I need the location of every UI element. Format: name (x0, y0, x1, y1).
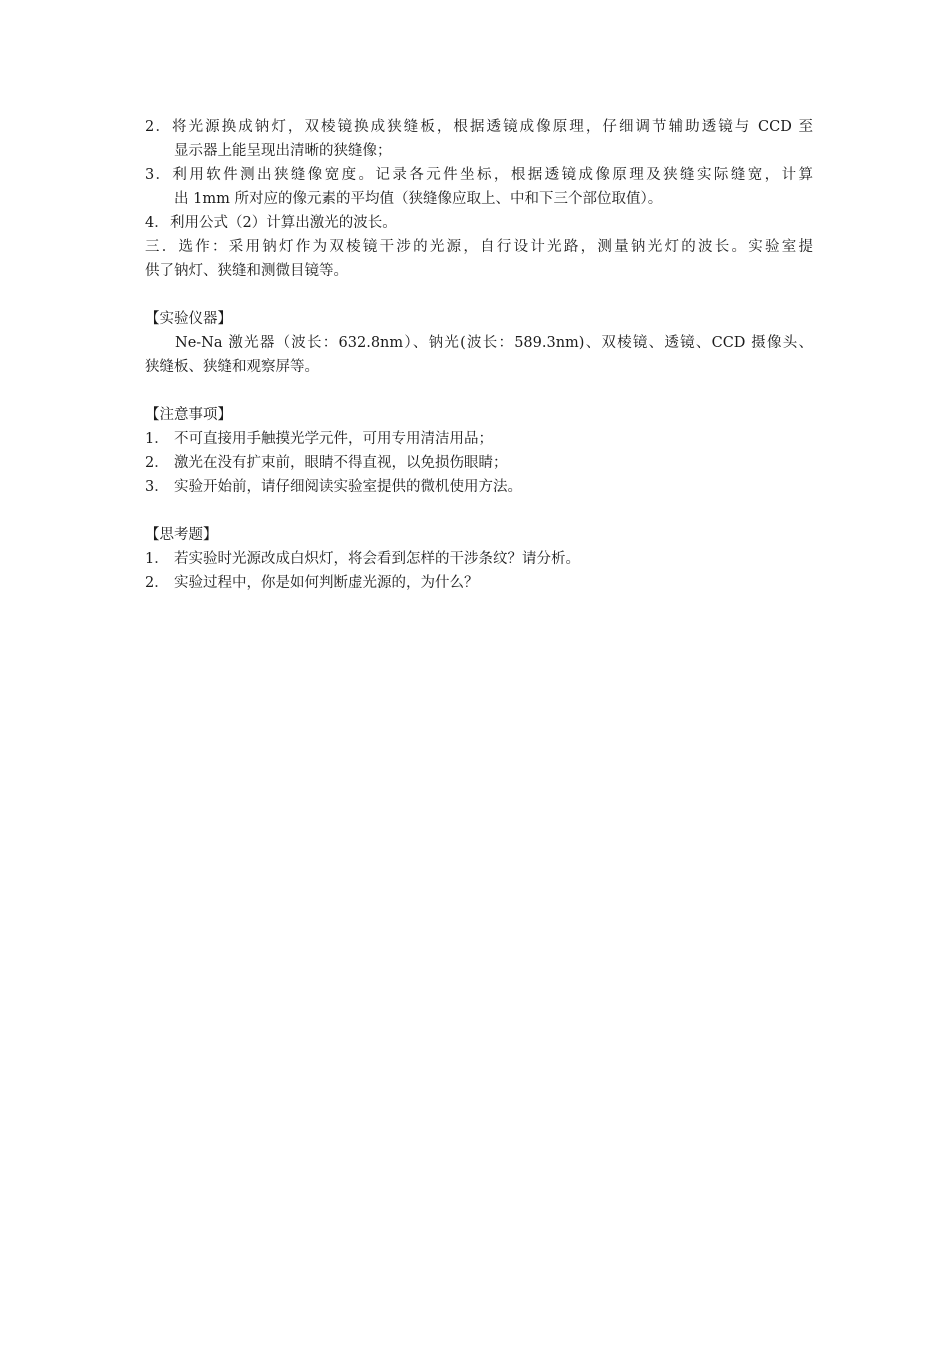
notes-item-number: 2． (145, 455, 169, 471)
step-number: 2． (145, 119, 170, 135)
step-item-2-line-2: 显示器上能呈现出清晰的狭缝像； (174, 143, 392, 159)
notes-item-text: 激光在没有扩束前，眼睛不得直视，以免损伤眼睛； (174, 455, 508, 471)
optional-task-line-1: 三．选作：采用钠灯作为双棱镜干涉的光源，自行设计光路，测量钠光灯的波长。实验室提 (145, 239, 813, 255)
step-item-3-line-1 (145, 163, 813, 187)
question-item-number: 1． (145, 551, 169, 567)
question-item-text: 实验过程中，你是如何判断虚光源的，为什么？ (174, 575, 479, 591)
step-item-2-line-1 (145, 115, 813, 139)
step-text: 利用公式（2）计算出激光的波长。 (170, 215, 397, 231)
step-text: 将光源换成钠灯，双棱镜换成狭缝板，根据透镜成像原理，仔细调节辅助透镜与 CCD 至 (170, 119, 813, 135)
step-item-3 (145, 163, 813, 211)
notes-item (145, 427, 813, 451)
step-item-4 (145, 211, 813, 235)
optional-task-line-2: 供了钠灯、狭缝和测微目镜等。 (145, 263, 348, 279)
notes-item-text: 实验开始前，请仔细阅读实验室提供的微机使用方法。 (174, 479, 522, 495)
document-page (145, 115, 813, 595)
step-number: 3． (145, 167, 170, 183)
notes-item-text: 不可直接用手触摸光学元件，可用专用清洁用品； (174, 431, 493, 447)
notes-item (145, 475, 813, 499)
step-text: 利用软件测出狭缝像宽度。记录各元件坐标，根据透镜成像原理及狭缝实际缝宽，计算 (170, 167, 813, 183)
question-item (145, 547, 813, 571)
question-item-number: 2． (145, 575, 169, 591)
notes-item-number: 3． (145, 479, 169, 495)
instruments-line-2: 狭缝板、狭缝和观察屏等。 (145, 359, 319, 375)
questions-heading: 【思考题】 (145, 527, 218, 543)
question-item (145, 571, 813, 595)
step-item-2 (145, 115, 813, 163)
question-item-text: 若实验时光源改成白炽灯，将会看到怎样的干涉条纹？请分析。 (174, 551, 580, 567)
step-item-3-line-2: 出 1mm 所对应的像元素的平均值（狭缝像应取上、中和下三个部位取值）。 (174, 191, 663, 207)
notes-heading: 【注意事项】 (145, 407, 232, 423)
instruments-heading: 【实验仪器】 (145, 311, 232, 327)
notes-item-number: 1． (145, 431, 169, 447)
step-number: 4． (145, 215, 169, 231)
notes-item (145, 451, 813, 475)
instruments-line-1: Ne-Na 激光器（波长：632.8nm）、钠光(波长：589.3nm)、双棱镜、透镜、CCD 摄像头、 (175, 335, 813, 351)
